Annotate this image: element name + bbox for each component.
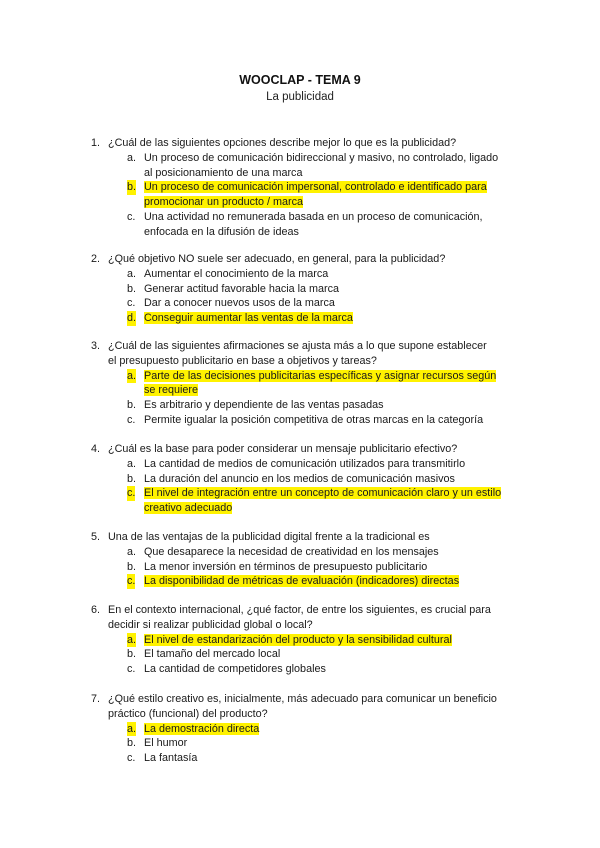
question-text: ¿Qué estilo creativo es, inicialmente, más adecuado para comunicar un beneficio práctico (funcional) del producto? — [108, 693, 497, 720]
option-text: La disponibilidad de métricas de evaluación (indicadores) directas — [144, 575, 460, 588]
option-text: Dar a conocer nuevos usos de la marca — [144, 297, 335, 310]
option-text: La demostración directa — [144, 722, 260, 735]
option-letter: a. — [127, 457, 137, 470]
option-letter: b. — [127, 472, 137, 485]
document-title: WOOCLAP - TEMA 9 — [239, 73, 361, 87]
question-6 — [0, 603, 600, 677]
option-7a — [0, 722, 504, 737]
option-letter: b. — [127, 737, 137, 750]
option-letter: b. — [127, 648, 137, 661]
option-letter: a. — [127, 545, 137, 558]
option-7c — [0, 751, 504, 766]
question-4 — [0, 442, 600, 516]
option-letter: b. — [127, 399, 137, 412]
option-4a — [0, 457, 504, 472]
option-5b — [0, 560, 504, 575]
question-number: 6. — [91, 604, 101, 616]
option-letter: c. — [127, 752, 136, 765]
option-text: Es arbitrario y dependiente de las ventas pasadas — [144, 399, 384, 412]
option-1b — [0, 180, 504, 210]
question-text: ¿Cuál es la base para poder considerar un mensaje publicitario efectivo? — [108, 443, 458, 455]
option-4b — [0, 472, 504, 487]
question-number: 2. — [91, 253, 101, 265]
option-letter: c. — [127, 575, 136, 588]
option-letter: a. — [127, 722, 137, 735]
option-2b — [0, 282, 504, 297]
option-letter: a. — [127, 633, 137, 646]
question-text: Una de las ventajas de la publicidad digital frente a la tradicional es — [108, 531, 430, 543]
option-5c — [0, 574, 504, 589]
option-text: Permite igualar la posición competitiva de otras marcas en la categoría — [144, 413, 484, 426]
option-text: La cantidad de medios de comunicación utilizados para transmitirlo — [144, 457, 466, 470]
question-2 — [0, 252, 600, 326]
option-letter: c. — [127, 210, 136, 223]
option-2d — [0, 311, 504, 326]
option-6a — [0, 633, 504, 648]
option-text: Un proceso de comunicación impersonal, controlado e identificado para promocionar un producto / marca — [144, 181, 487, 209]
question-1 — [0, 136, 600, 240]
option-letter: c. — [127, 297, 136, 310]
option-text: La duración del anuncio en los medios de comunicación masivos — [144, 472, 455, 485]
document-subtitle: La publicidad — [266, 91, 334, 103]
option-3b — [0, 398, 504, 413]
option-6c — [0, 662, 504, 677]
option-letter: b. — [127, 282, 137, 295]
option-5a — [0, 545, 504, 560]
option-text: El nivel de estandarización del producto y la sensibilidad cultural — [144, 633, 452, 646]
option-letter: a. — [127, 267, 137, 280]
option-4c — [0, 486, 504, 516]
question-5 — [0, 530, 600, 589]
option-2a — [0, 267, 504, 282]
option-3c — [0, 413, 504, 428]
option-text: Una actividad no remunerada basada en un proceso de comunicación, enfocada en la difusión de ideas — [144, 210, 483, 238]
question-7 — [0, 692, 600, 766]
question-number: 1. — [91, 137, 101, 149]
question-text: ¿Cuál de las siguientes opciones describe mejor lo que es la publicidad? — [108, 137, 457, 149]
option-1a — [0, 151, 504, 181]
question-number: 4. — [91, 443, 101, 455]
option-letter: d. — [127, 312, 137, 325]
option-letter: c. — [127, 487, 136, 500]
question-3 — [0, 339, 600, 428]
question-number: 5. — [91, 531, 101, 543]
option-text: Generar actitud favorable hacia la marca — [144, 282, 340, 295]
option-7b — [0, 736, 504, 751]
option-letter: b. — [127, 560, 137, 573]
option-letter: a. — [127, 151, 137, 164]
option-text: Conseguir aumentar las ventas de la marca — [144, 312, 353, 325]
question-text: En el contexto internacional, ¿qué factor, de entre los siguientes, es crucial para decidir si realizar publicidad global o local? — [108, 604, 491, 631]
option-text: Un proceso de comunicación bidireccional y masivo, no controlado, ligado al posicionamiento de una marca — [144, 151, 499, 179]
option-text: El tamaño del mercado local — [144, 648, 281, 661]
option-1c — [0, 210, 504, 240]
option-text: Parte de las decisiones publicitarias específicas y asignar recursos según se requiere — [144, 369, 497, 397]
option-6b — [0, 647, 504, 662]
option-text: La menor inversión en términos de presupuesto publicitario — [144, 560, 428, 573]
option-letter: b. — [127, 181, 137, 194]
option-text: Que desaparece la necesidad de creatividad en los mensajes — [144, 545, 439, 558]
option-text: La fantasía — [144, 752, 198, 765]
option-letter: c. — [127, 413, 136, 426]
question-text: ¿Cuál de las siguientes afirmaciones se ajusta más a lo que supone establecer el presupuesto publicitario en base a objetivos y tareas? — [108, 340, 487, 367]
question-number: 7. — [91, 693, 101, 705]
option-text: El humor — [144, 737, 188, 750]
question-number: 3. — [91, 340, 101, 352]
option-letter: c. — [127, 663, 136, 676]
option-2c — [0, 296, 504, 311]
question-text: ¿Qué objetivo NO suele ser adecuado, en general, para la publicidad? — [108, 253, 446, 265]
option-text: Aumentar el conocimiento de la marca — [144, 267, 329, 280]
option-3a — [0, 369, 504, 399]
option-letter: a. — [127, 369, 137, 382]
option-text: El nivel de integración entre un concepto de comunicación claro y un estilo creativo adecuado — [144, 487, 502, 515]
option-text: La cantidad de competidores globales — [144, 663, 326, 676]
